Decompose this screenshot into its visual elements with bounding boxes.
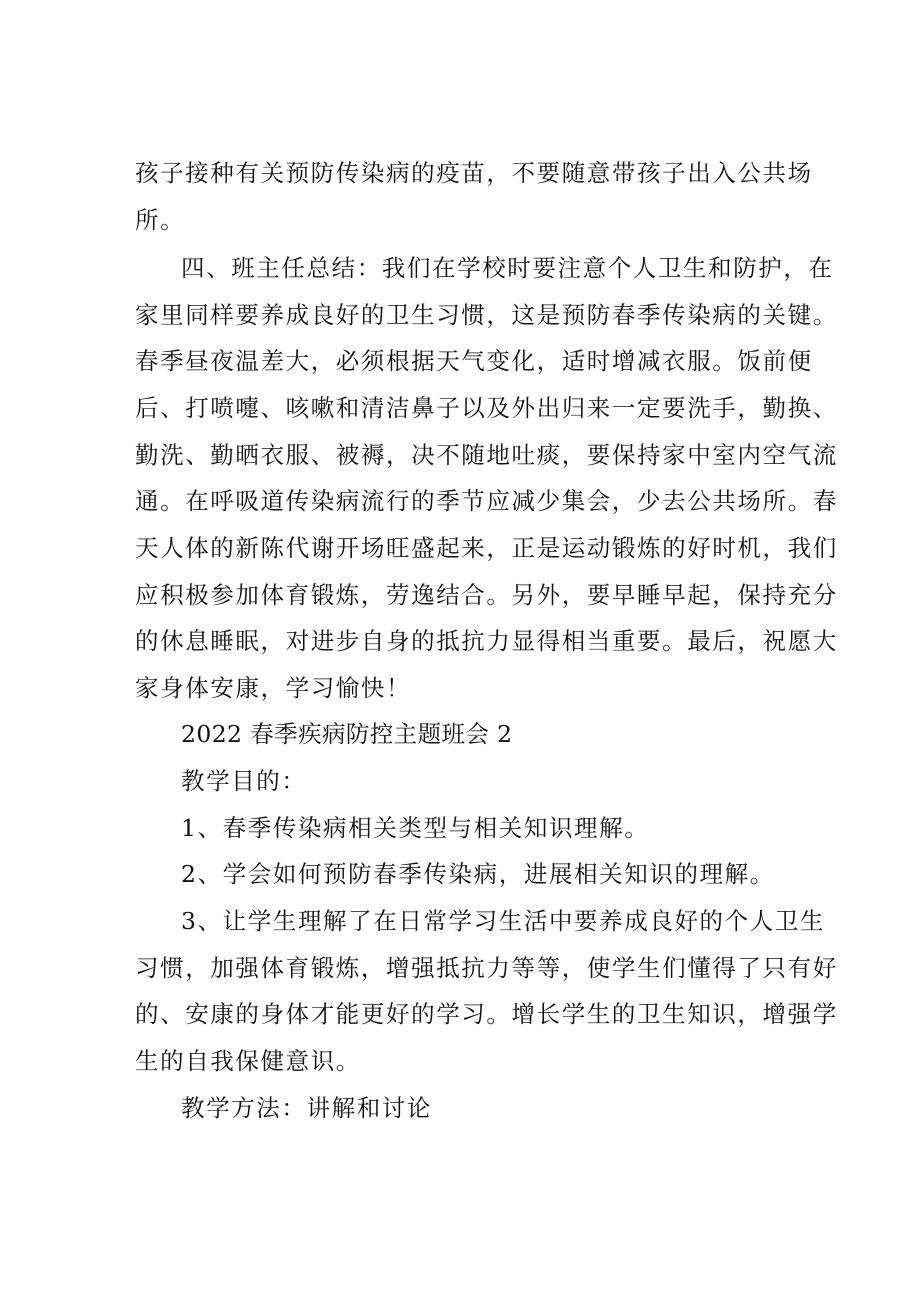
section-title: 2022 春季疾病防控主题班会 2: [181, 720, 513, 748]
paragraph-line: 习惯，加强体育锻炼，增强抵抗力等等，使学生们懂得了只有好: [135, 954, 838, 982]
list-item: 2、学会如何预防春季传染病，进展相关知识的理解。: [181, 860, 775, 888]
paragraph-line: 天人体的新陈代谢开场旺盛起来，正是运动锻炼的好时机，我们: [135, 534, 838, 562]
paragraph-line: 家身体安康，学习愉快！: [135, 674, 412, 702]
paragraph-line: 春季昼夜温差大，必须根据天气变化，适时增减衣服。饭前便: [135, 347, 813, 375]
paragraph-line: 后、打喷嚏、咳嗽和清洁鼻子以及外出归来一定要洗手，勤换、: [135, 394, 838, 422]
paragraph-line: 孩子接种有关预防传染病的疫苗，不要随意带孩子出入公共场: [135, 159, 813, 187]
paragraph-line: 四、班主任总结：我们在学校时要注意个人卫生和防护，在: [181, 254, 834, 282]
paragraph-line: 生的自我保健意识。: [135, 1047, 361, 1075]
paragraph-line: 的休息睡眠，对进步自身的抵抗力显得相当重要。最后，祝愿大: [135, 627, 838, 655]
paragraph-line: 通。在呼吸道传染病流行的季节应减少集会，少去公共场所。春: [135, 487, 838, 515]
paragraph-line: 的、安康的身体才能更好的学习。增长学生的卫生知识，增强学: [135, 1000, 838, 1028]
paragraph-line: 勤洗、勤晒衣服、被褥，决不随地吐痰，要保持家中室内空气流: [135, 441, 838, 469]
paragraph-line: 所。: [135, 206, 186, 234]
subheading: 教学方法：讲解和讨论: [181, 1094, 432, 1122]
paragraph-line: 家里同样要养成良好的卫生习惯，这是预防春季传染病的关键。: [135, 301, 838, 329]
list-item: 3、让学生理解了在日常学习生活中要养成良好的个人卫生: [181, 907, 826, 935]
paragraph-line: 应积极参加体育锻炼，劳逸结合。另外，要早睡早起，保持充分: [135, 581, 838, 609]
subheading: 教学目的：: [181, 767, 307, 795]
list-item: 1、春季传染病相关类型与相关知识理解。: [181, 814, 650, 842]
